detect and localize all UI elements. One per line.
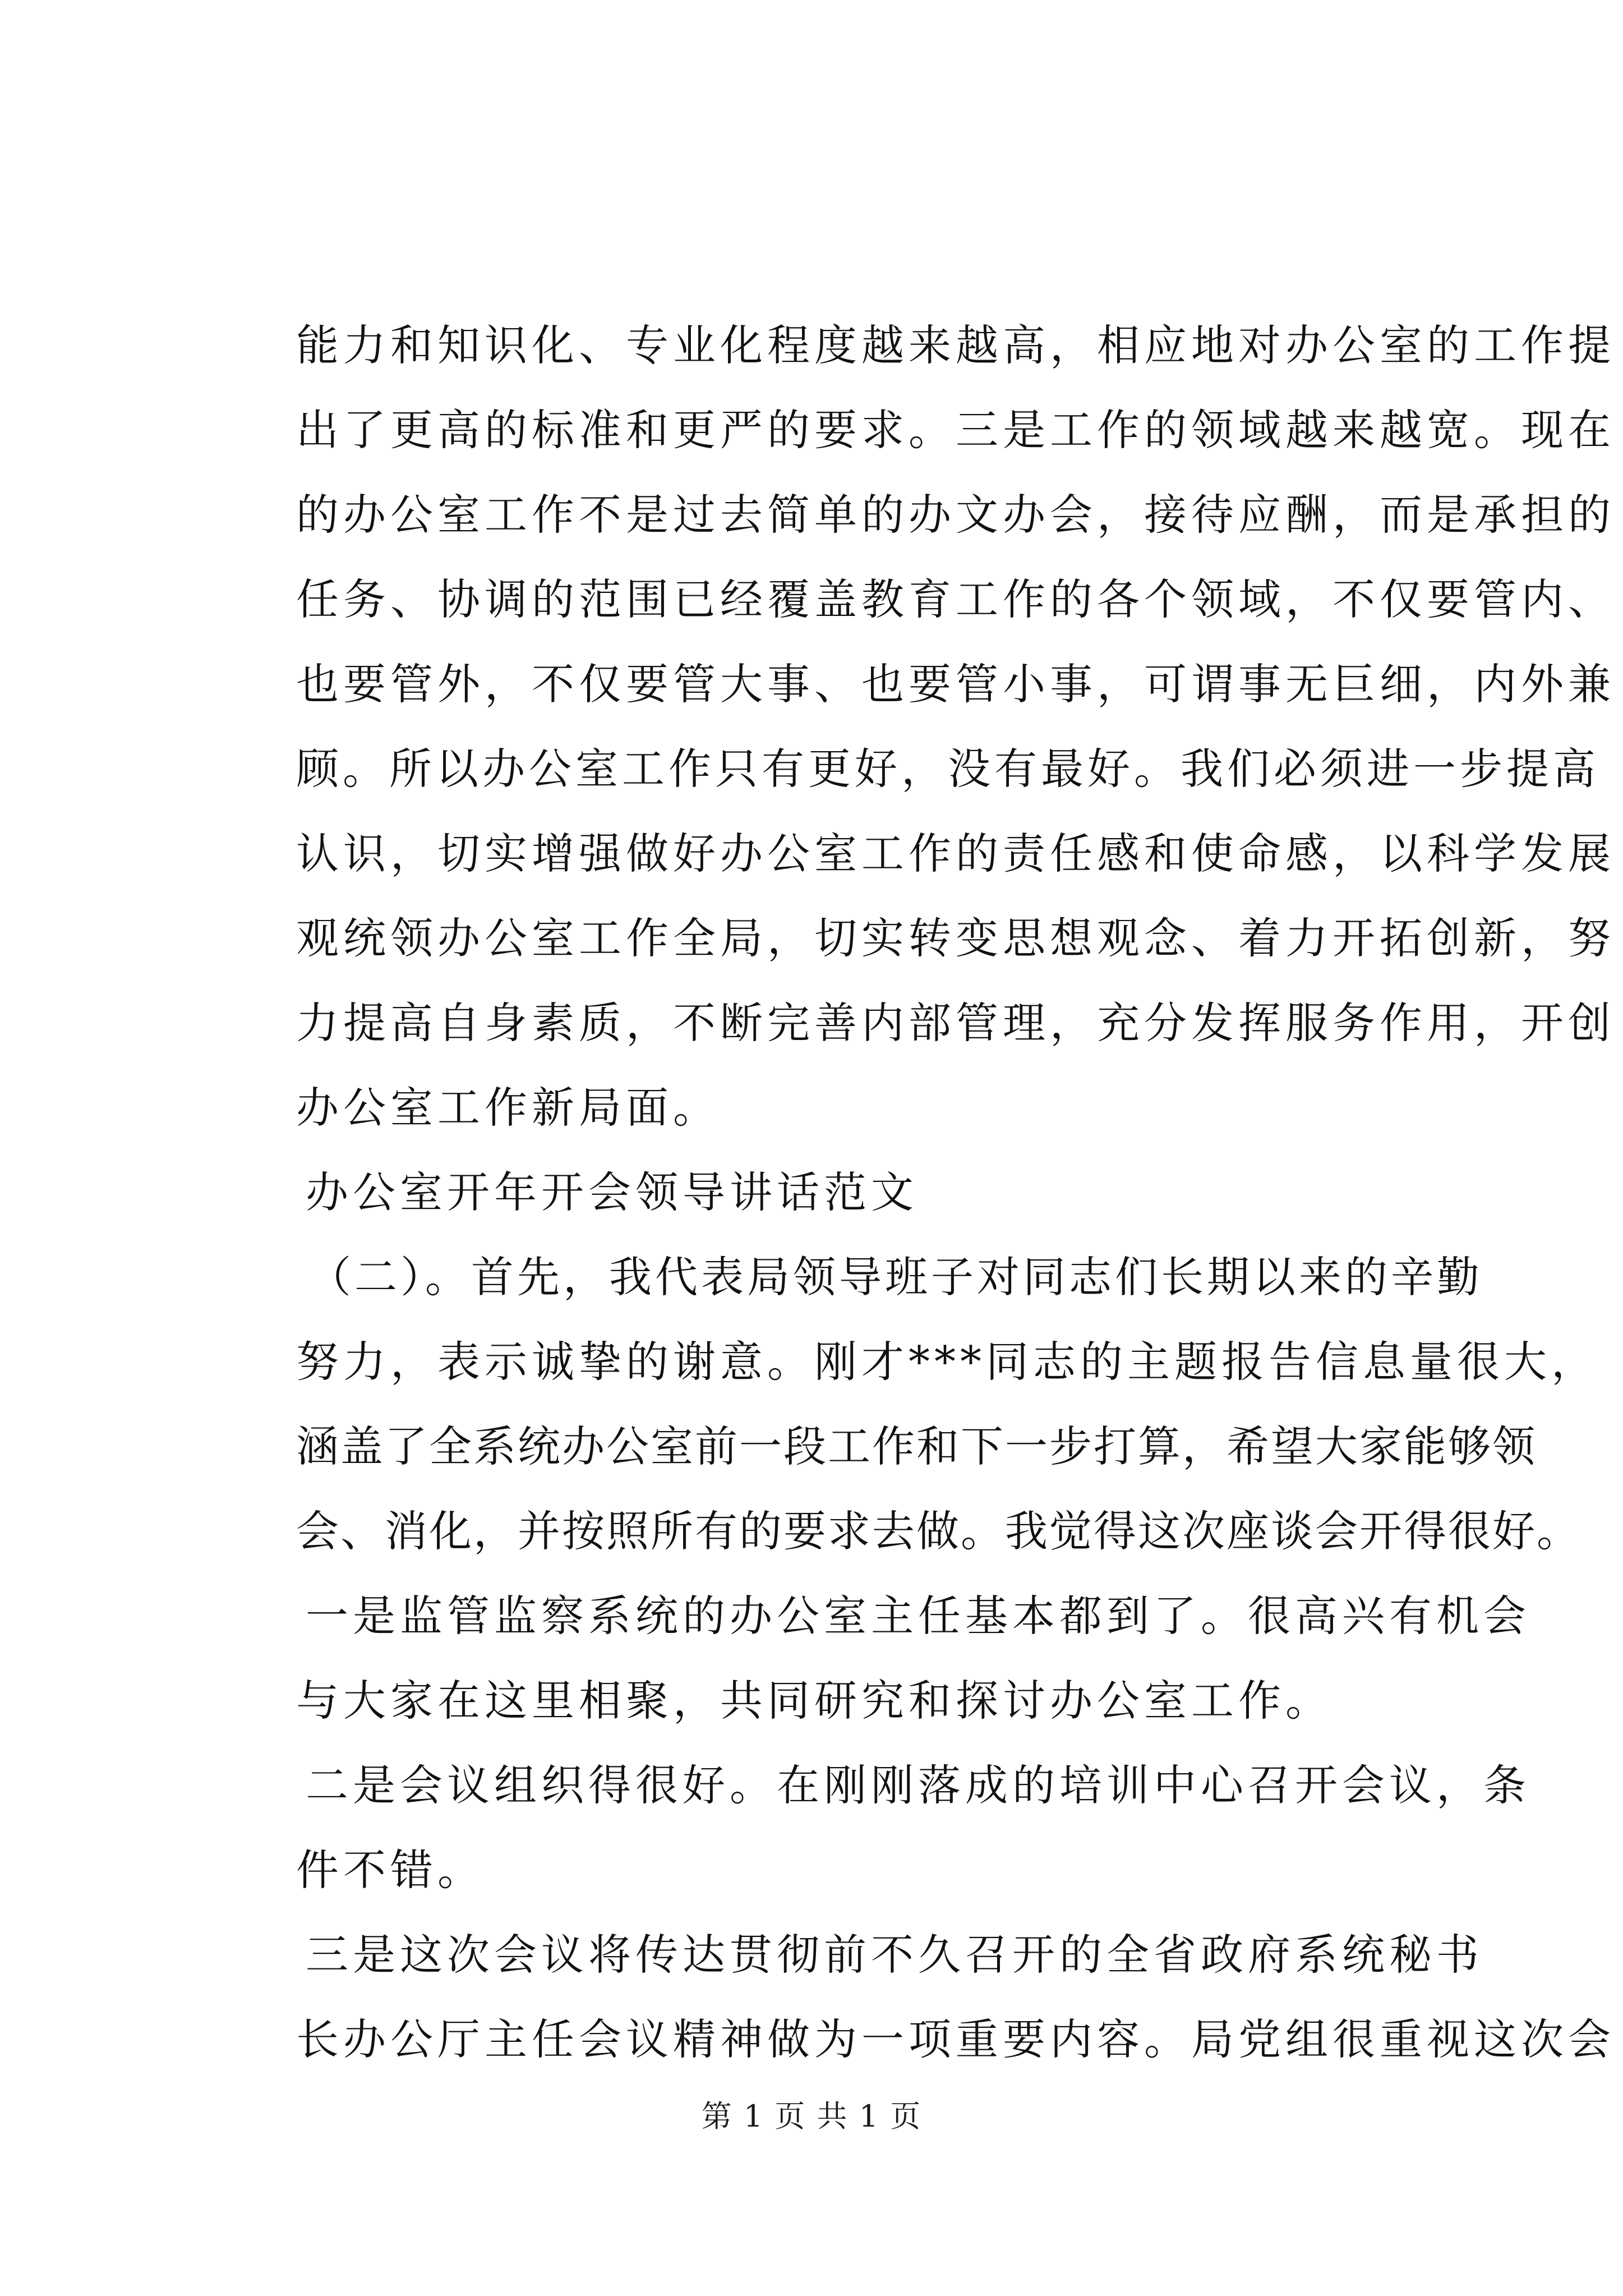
body-line: 任务、协调的范围已经覆盖教育工作的各个领域，不仅要管内、 bbox=[296, 574, 1615, 624]
body-line: 顾。所以办公室工作只有更好，没有最好。我们必须进一步提高 bbox=[296, 744, 1599, 794]
body-line: 办公室工作新局面。 bbox=[296, 1083, 720, 1133]
body-line: 与大家在这里相聚，共同研究和探讨办公室工作。 bbox=[296, 1676, 1332, 1726]
body-line: 认识，切实增强做好办公室工作的责任感和使命感，以科学发展 bbox=[296, 829, 1615, 878]
page-footer: 第 1 页 共 1 页 bbox=[701, 2099, 922, 2134]
body-line: 长办公厅主任会议精神做为一项重要内容。局党组很重视这次会 bbox=[296, 2014, 1615, 2064]
body-line: 观统领办公室工作全局，切实转变思想观念、着力开拓创新，努 bbox=[296, 913, 1615, 963]
section-title: 办公室开年开会领导讲话范文 bbox=[306, 1167, 918, 1217]
body-line: 的办公室工作不是过去简单的办文办会，接待应酬，而是承担的 bbox=[296, 490, 1615, 540]
body-line: 涵盖了全系统办公室前一段工作和下一步打算，希望大家能够领 bbox=[296, 1421, 1537, 1471]
body-line: 能力和知识化、专业化程度越来越高，相应地对办公室的工作提 bbox=[296, 320, 1615, 370]
body-line: 会、消化，并按照所有的要求去做。我觉得这次座谈会开得很好。 bbox=[296, 1506, 1581, 1556]
body-line: 二是会议组织得很好。在刚刚落成的培训中心召开会议，条 bbox=[306, 1760, 1530, 1810]
document-body bbox=[296, 303, 1615, 2082]
body-line: 件不错。 bbox=[296, 1845, 485, 1895]
body-line: 也要管外，不仅要管大事、也要管小事，可谓事无巨细，内外兼 bbox=[296, 659, 1615, 709]
body-line: 三是这次会议将传达贯彻前不久召开的全省政府系统秘书 bbox=[306, 1930, 1483, 1980]
body-line: 出了更高的标准和更严的要求。三是工作的领域越来越宽。现在 bbox=[296, 405, 1615, 455]
body-line: 努力，表示诚挚的谢意。刚才***同志的主题报告信息量很大， bbox=[296, 1337, 1598, 1387]
body-line: 力提高自身素质，不断完善内部管理，充分发挥服务作用，开创 bbox=[296, 998, 1615, 1048]
body-line: （二）。首先，我代表局领导班子对同志们长期以来的辛勤 bbox=[308, 1252, 1483, 1302]
body-line: 一是监管监察系统的办公室主任基本都到了。很高兴有机会 bbox=[306, 1591, 1530, 1641]
